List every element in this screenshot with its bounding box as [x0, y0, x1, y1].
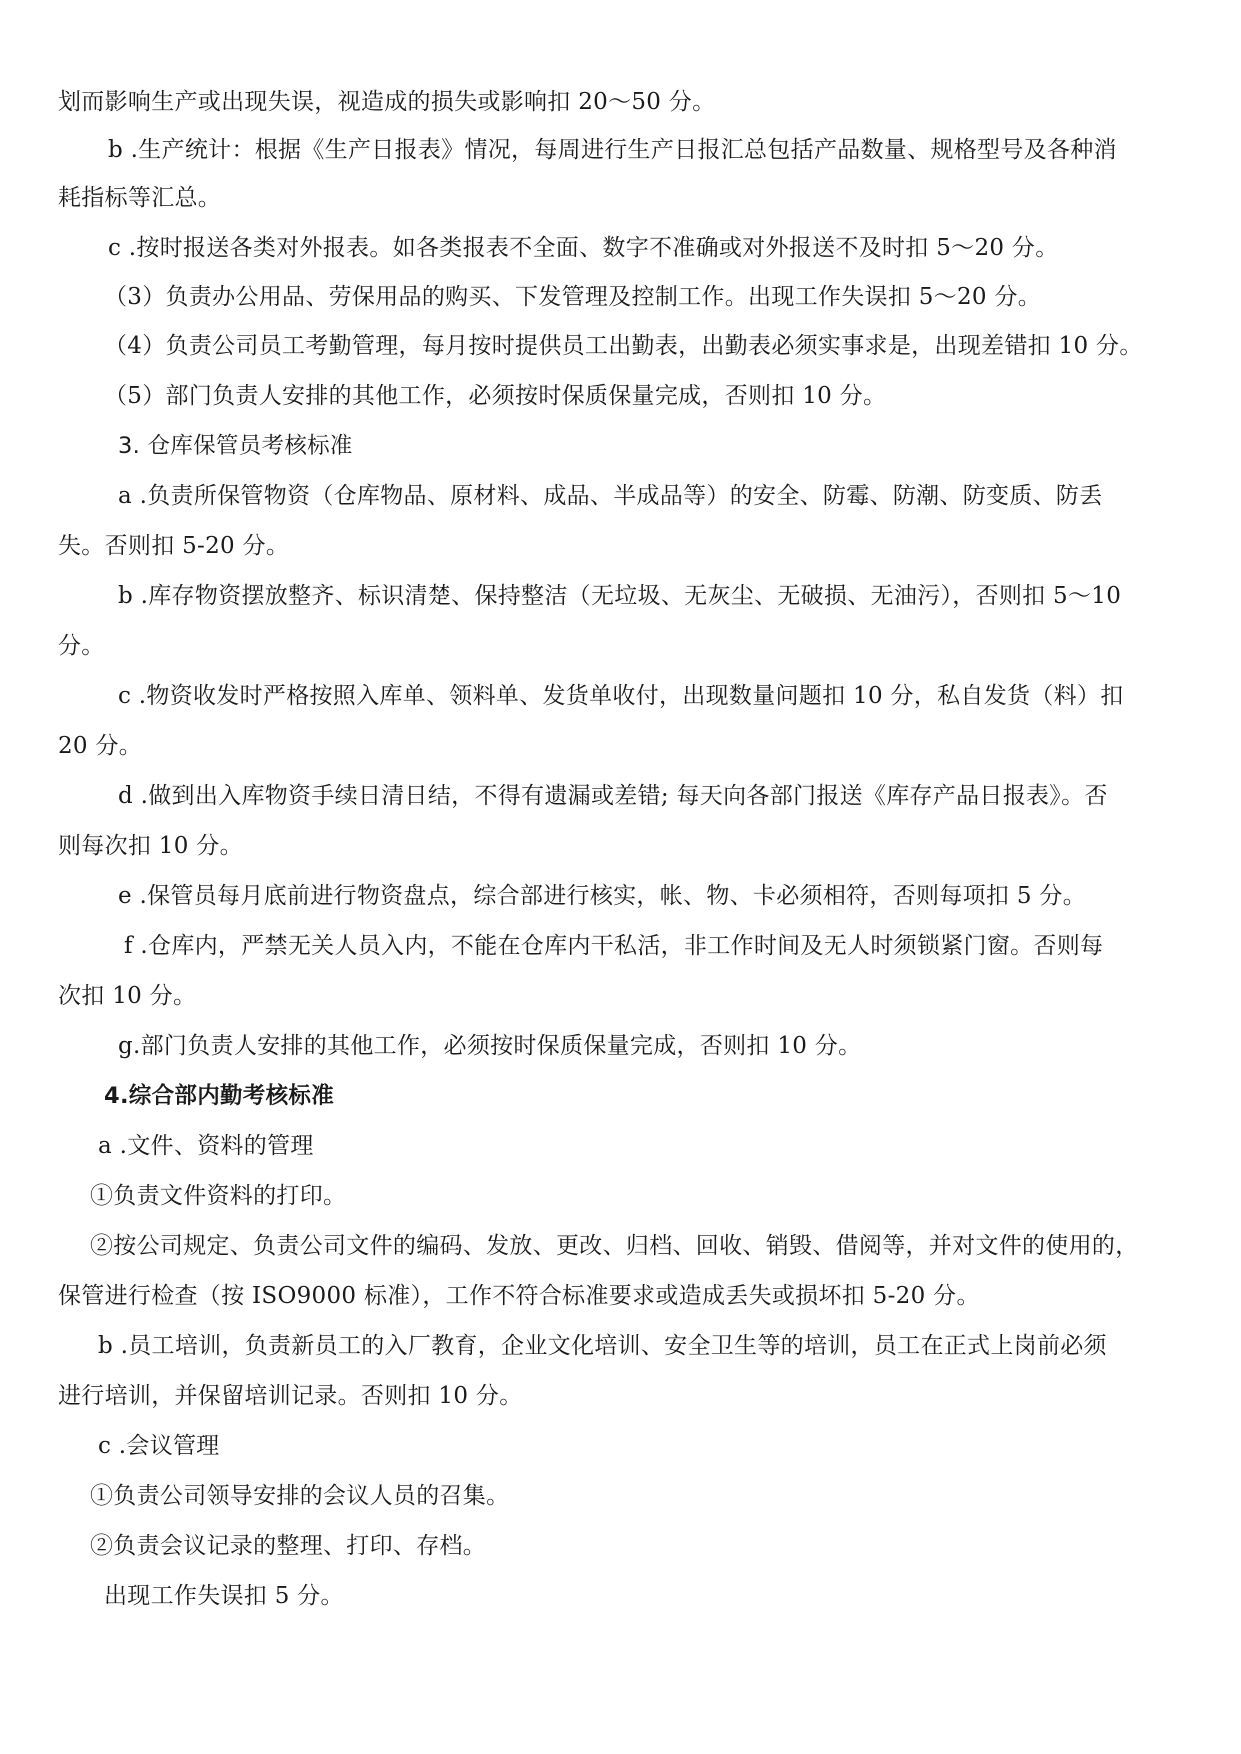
- text-line: b .员工培训，负责新员工的入厂教育，企业文化培训、安全卫生等的培训，员工在正式上岗前必须: [98, 1333, 1107, 1359]
- text-line: a .文件、资料的管理: [98, 1133, 314, 1159]
- text-line: g.部门负责人安排的其他工作，必须按时保质保量完成，否则扣 10 分。: [118, 1033, 862, 1059]
- text-line: 20 分。: [58, 733, 143, 759]
- text-line: e .保管员每月底前进行物资盘点，综合部进行核实，帐、物、卡必须相符，否则每项扣 5 分。: [118, 883, 1086, 909]
- text-line: 分。: [58, 633, 105, 659]
- text-line: c .物资收发时严格按照入库单、领料单、发货单收付，出现数量问题扣 10 分，私自发货（料）扣: [118, 683, 1124, 709]
- text-line: b .生产统计：根据《生产日报表》情况，每周进行生产日报汇总包括产品数量、规格型号及各种消: [108, 137, 1117, 163]
- text-line: 进行培训，并保留培训记录。否则扣 10 分。: [58, 1383, 523, 1409]
- text-line: c .按时报送各类对外报表。如各类报表不全面、数字不准确或对外报送不及时扣 5～20 分。: [108, 235, 1059, 261]
- text-line: f .仓库内，严禁无关人员入内，不能在仓库内干私活，非工作时间及无人时须锁紧门窗。否则每: [124, 933, 1104, 959]
- text-line: 出现工作失误扣 5 分。: [104, 1583, 344, 1609]
- text-line: 失。否则扣 5-20 分。: [58, 533, 290, 559]
- text-line: （4）负责公司员工考勤管理，每月按时提供员工出勤表，出勤表必须实事求是，出现差错扣 10 分。: [104, 333, 1143, 359]
- text-line: 划而影响生产或出现失误，视造成的损失或影响扣 20～50 分。: [58, 89, 716, 115]
- text-line: c .会议管理: [98, 1433, 220, 1459]
- text-line: （3）负责办公用品、劳保用品的购买、下发管理及控制工作。出现工作失误扣 5～20 分。: [104, 284, 1042, 310]
- text-line: ②负责会议记录的整理、打印、存档。: [90, 1533, 487, 1559]
- text-line: （5）部门负责人安排的其他工作，必须按时保质保量完成，否则扣 10 分。: [104, 383, 887, 409]
- text-line: d .做到出入库物资手续日清日结，不得有遗漏或差错; 每天向各部门报送《库存产品日报表》。否: [118, 783, 1108, 809]
- text-line: ②按公司规定、负责公司文件的编码、发放、更改、归档、回收、销毁、借阅等，并对文件的使用的，: [90, 1233, 1139, 1259]
- text-line: ①负责文件资料的打印。: [90, 1183, 347, 1209]
- section-heading: 4.综合部内勤考核标准: [104, 1083, 335, 1109]
- text-line: 次扣 10 分。: [58, 983, 197, 1009]
- text-line: 则每次扣 10 分。: [58, 833, 243, 859]
- text-line: ①负责公司领导安排的会议人员的召集。: [90, 1483, 510, 1509]
- text-line: b .库存物资摆放整齐、标识清楚、保持整洁（无垃圾、无灰尘、无破损、无油污），否则扣 5～10: [118, 583, 1122, 609]
- text-line: 保管进行检查（按 ISO9000 标准），工作不符合标准要求或造成丢失或损坏扣 5-20 分。: [58, 1283, 980, 1309]
- section-heading: 3. 仓库保管员考核标准: [118, 433, 353, 459]
- text-line: 耗指标等汇总。: [58, 185, 222, 211]
- text-line: a .负责所保管物资（仓库物品、原材料、成品、半成品等）的安全、防霉、防潮、防变质、防丢: [118, 483, 1103, 509]
